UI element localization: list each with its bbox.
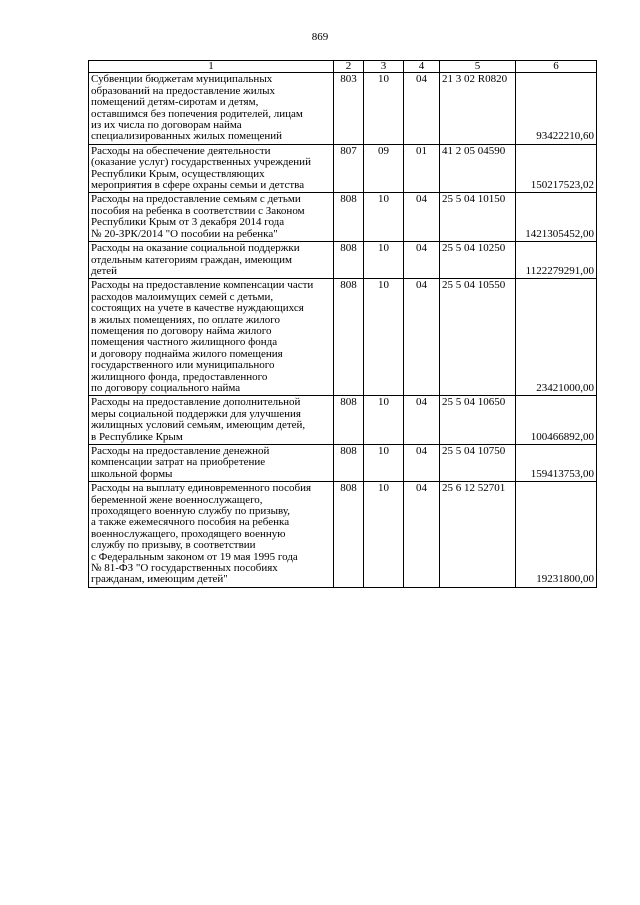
target-article-cell: 25 5 04 10150 [440,193,516,242]
column-header: 2 [334,61,364,73]
section-code-cell: 10 [364,73,404,144]
target-article-cell: 41 2 05 04590 [440,144,516,193]
section-code-cell: 10 [364,242,404,279]
subsection-code-cell: 04 [404,445,440,482]
expense-name-cell: Субвенции бюджетам муниципальных образований на предоставление жилых помещений детям-сиротам и детям, оставшимся без попечения родителей, лицам из их числа по договорам найма специализированных жилых помещений [89,73,334,144]
table-row [89,445,597,482]
expense-name-cell: Расходы на предоставление компенсации части расходов малоимущих семей с детьми, состоящих на учете в качестве нуждающихся в жилых помещениях, по оплате жилого помещения по договору найма жилого помещения частного жилищного фонда и договору поднайма жилого помещения государственного или муниципального жилищного фонда, предоставленного по договору социального найма [89,279,334,396]
table-row [89,482,597,588]
target-article-cell: 25 6 12 52701 [440,482,516,588]
subsection-code-cell: 04 [404,193,440,242]
expense-name-cell: Расходы на предоставление денежной компенсации затрат на приобретение школьной формы [89,445,334,482]
amount-cell: 159413753,00 [516,445,597,482]
column-header: 3 [364,61,404,73]
amount-cell: 100466892,00 [516,396,597,445]
table-row [89,193,597,242]
amount-cell: 23421000,00 [516,279,597,396]
department-code-cell: 803 [334,73,364,144]
table-row [89,396,597,445]
expense-name-cell: Расходы на оказание социальной поддержки отдельным категориям граждан, имеющим детей [89,242,334,279]
department-code-cell: 808 [334,396,364,445]
amount-cell: 19231800,00 [516,482,597,588]
amount-cell: 150217523,02 [516,144,597,193]
section-code-cell: 10 [364,279,404,396]
amount-cell: 1122279291,00 [516,242,597,279]
expense-name-cell: Расходы на обеспечение деятельности (оказание услуг) государственных учреждений Республики Крым, осуществляющих мероприятия в сфере охраны семьи и детства [89,144,334,193]
target-article-cell: 25 5 04 10750 [440,445,516,482]
department-code-cell: 807 [334,144,364,193]
target-article-cell: 25 5 04 10550 [440,279,516,396]
column-header: 5 [440,61,516,73]
table-row [89,144,597,193]
section-code-cell: 10 [364,482,404,588]
amount-cell: 1421305452,00 [516,193,597,242]
subsection-code-cell: 01 [404,144,440,193]
expense-name-cell: Расходы на выплату единовременного пособия беременной жене военнослужащего, проходящего военную службу по призыву, а также ежемесячного пособия на ребенка военнослужащего, проходящего военную службу по призыву, в соответствии с Федеральным законом от 19 мая 1995 года № 81-ФЗ "О государственных пособиях гражданам, имеющим детей" [89,482,334,588]
subsection-code-cell: 04 [404,482,440,588]
expense-name-cell: Расходы на предоставление семьям с детьми пособия на ребенка в соответствии с Законом Республики Крым от 3 декабря 2014 года № 20-ЗРК/2014 "О пособии на ребенка" [89,193,334,242]
department-code-cell: 808 [334,445,364,482]
target-article-cell: 21 3 02 R0820 [440,73,516,144]
table-header-row [89,61,597,73]
table-row [89,73,597,144]
section-code-cell: 10 [364,396,404,445]
target-article-cell: 25 5 04 10650 [440,396,516,445]
subsection-code-cell: 04 [404,396,440,445]
department-code-cell: 808 [334,193,364,242]
section-code-cell: 10 [364,445,404,482]
department-code-cell: 808 [334,242,364,279]
column-header: 6 [516,61,597,73]
section-code-cell: 10 [364,193,404,242]
table-row [89,242,597,279]
department-code-cell: 808 [334,482,364,588]
department-code-cell: 808 [334,279,364,396]
amount-cell: 93422210,60 [516,73,597,144]
page-number: 869 [311,31,329,43]
budget-table [88,60,597,588]
column-header: 1 [89,61,334,73]
target-article-cell: 25 5 04 10250 [440,242,516,279]
column-header: 4 [404,61,440,73]
subsection-code-cell: 04 [404,279,440,396]
table-row [89,279,597,396]
section-code-cell: 09 [364,144,404,193]
subsection-code-cell: 04 [404,242,440,279]
expense-name-cell: Расходы на предоставление дополнительной меры социальной поддержки для улучшения жилищных условий семьям, имеющим детей, в Республике Крым [89,396,334,445]
subsection-code-cell: 04 [404,73,440,144]
